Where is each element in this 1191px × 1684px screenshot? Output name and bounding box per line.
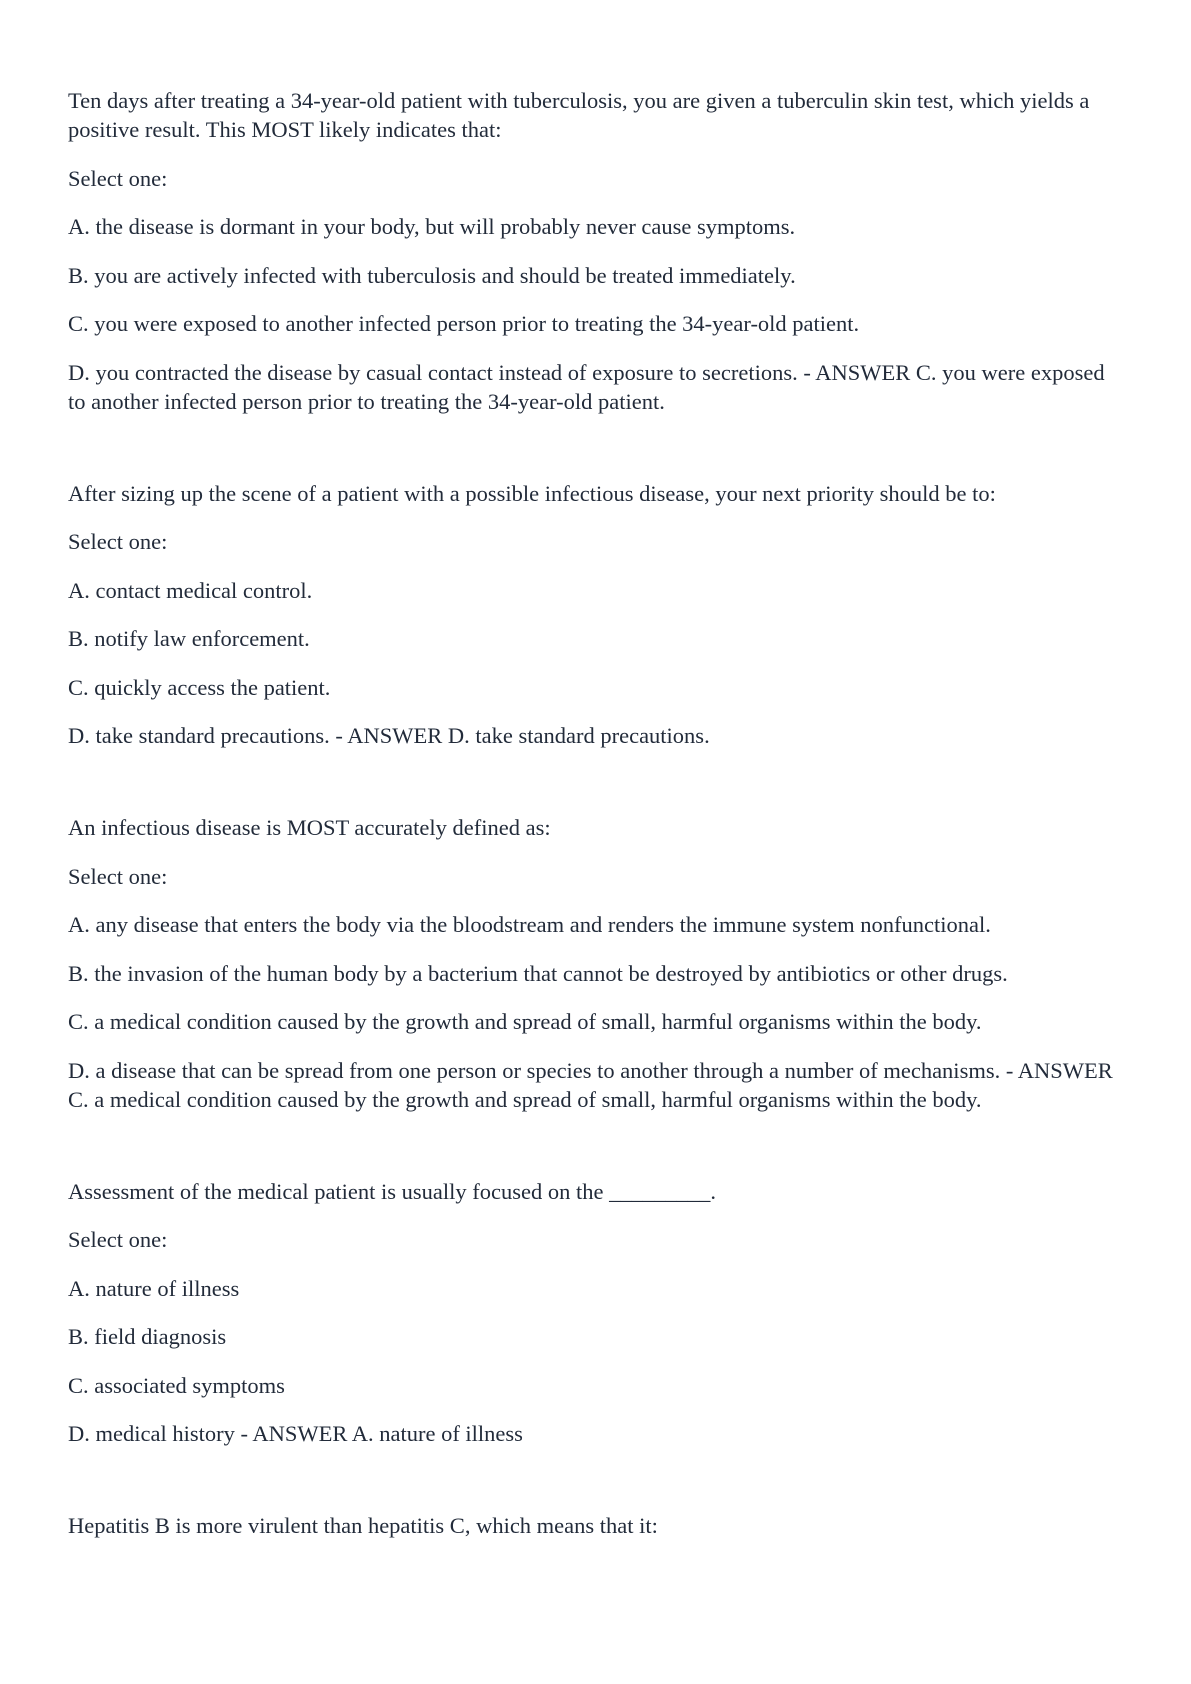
question-5: [68, 1511, 1118, 1540]
answer-option-d: D. a disease that can be spread from one person or species to another through a number of mechanisms. - ANSWER C. a medical condition caused by the growth and spread of small, harmful organisms within the body.: [68, 1057, 1113, 1112]
answer-option-d: D. you contracted the disease by casual contact instead of exposure to secretions. - ANSWER C. you were exposed to another infected person prior to treating the 34-year-old patient.: [68, 359, 1105, 414]
select-one-label: Select one:: [68, 165, 168, 191]
answer-option-c: C. associated symptoms: [68, 1372, 285, 1398]
answer-option-a: A. any disease that enters the body via the bloodstream and renders the immune system nonfunctional.: [68, 912, 991, 937]
answer-option-b: B. the invasion of the human body by a bacterium that cannot be destroyed by antibiotics or other drugs.: [68, 960, 1008, 986]
question-prompt: An infectious disease is MOST accurately defined as:: [68, 815, 551, 840]
question-4: [68, 1177, 1118, 1449]
answer-option-c: C. you were exposed to another infected person prior to treating the 34-year-old patient.: [68, 311, 860, 336]
answer-option-b: B. notify law enforcement.: [68, 626, 310, 651]
answer-option-d: D. medical history - ANSWER A. nature of illness: [68, 1421, 523, 1446]
answer-option-b: B. you are actively infected with tuberculosis and should be treated immediately.: [68, 262, 796, 288]
question-3: [68, 813, 1118, 1114]
answer-option-d: D. take standard precautions. - ANSWER D. take standard precautions.: [68, 723, 710, 748]
question-prompt: Assessment of the medical patient is usually focused on the _________.: [68, 1178, 717, 1204]
question-2: [68, 479, 1118, 751]
answer-option-b: B. field diagnosis: [68, 1324, 227, 1349]
question-prompt: After sizing up the scene of a patient with a possible infectious disease, your next priority should be to:: [68, 480, 996, 506]
answer-option-c: C. quickly access the patient.: [68, 674, 331, 700]
select-one-label: Select one:: [68, 529, 168, 554]
select-one-label: Select one:: [68, 863, 168, 889]
answer-option-c: C. a medical condition caused by the growth and spread of small, harmful organisms within the body.: [68, 1009, 982, 1034]
select-one-label: Select one:: [68, 1227, 168, 1252]
question-prompt: Ten days after treating a 34-year-old patient with tuberculosis, you are given a tuberculin skin test, which yields a positive result. This MOST likely indicates that:: [68, 88, 1090, 142]
question-1: [68, 86, 1118, 416]
answer-option-a: A. contact medical control.: [68, 577, 313, 603]
question-prompt: Hepatitis B is more virulent than hepatitis C, which means that it:: [68, 1513, 658, 1538]
answer-option-a: A. nature of illness: [68, 1275, 240, 1301]
answer-option-a: A. the disease is dormant in your body, but will probably never cause symptoms.: [68, 214, 796, 239]
document-page: [68, 86, 1118, 1560]
